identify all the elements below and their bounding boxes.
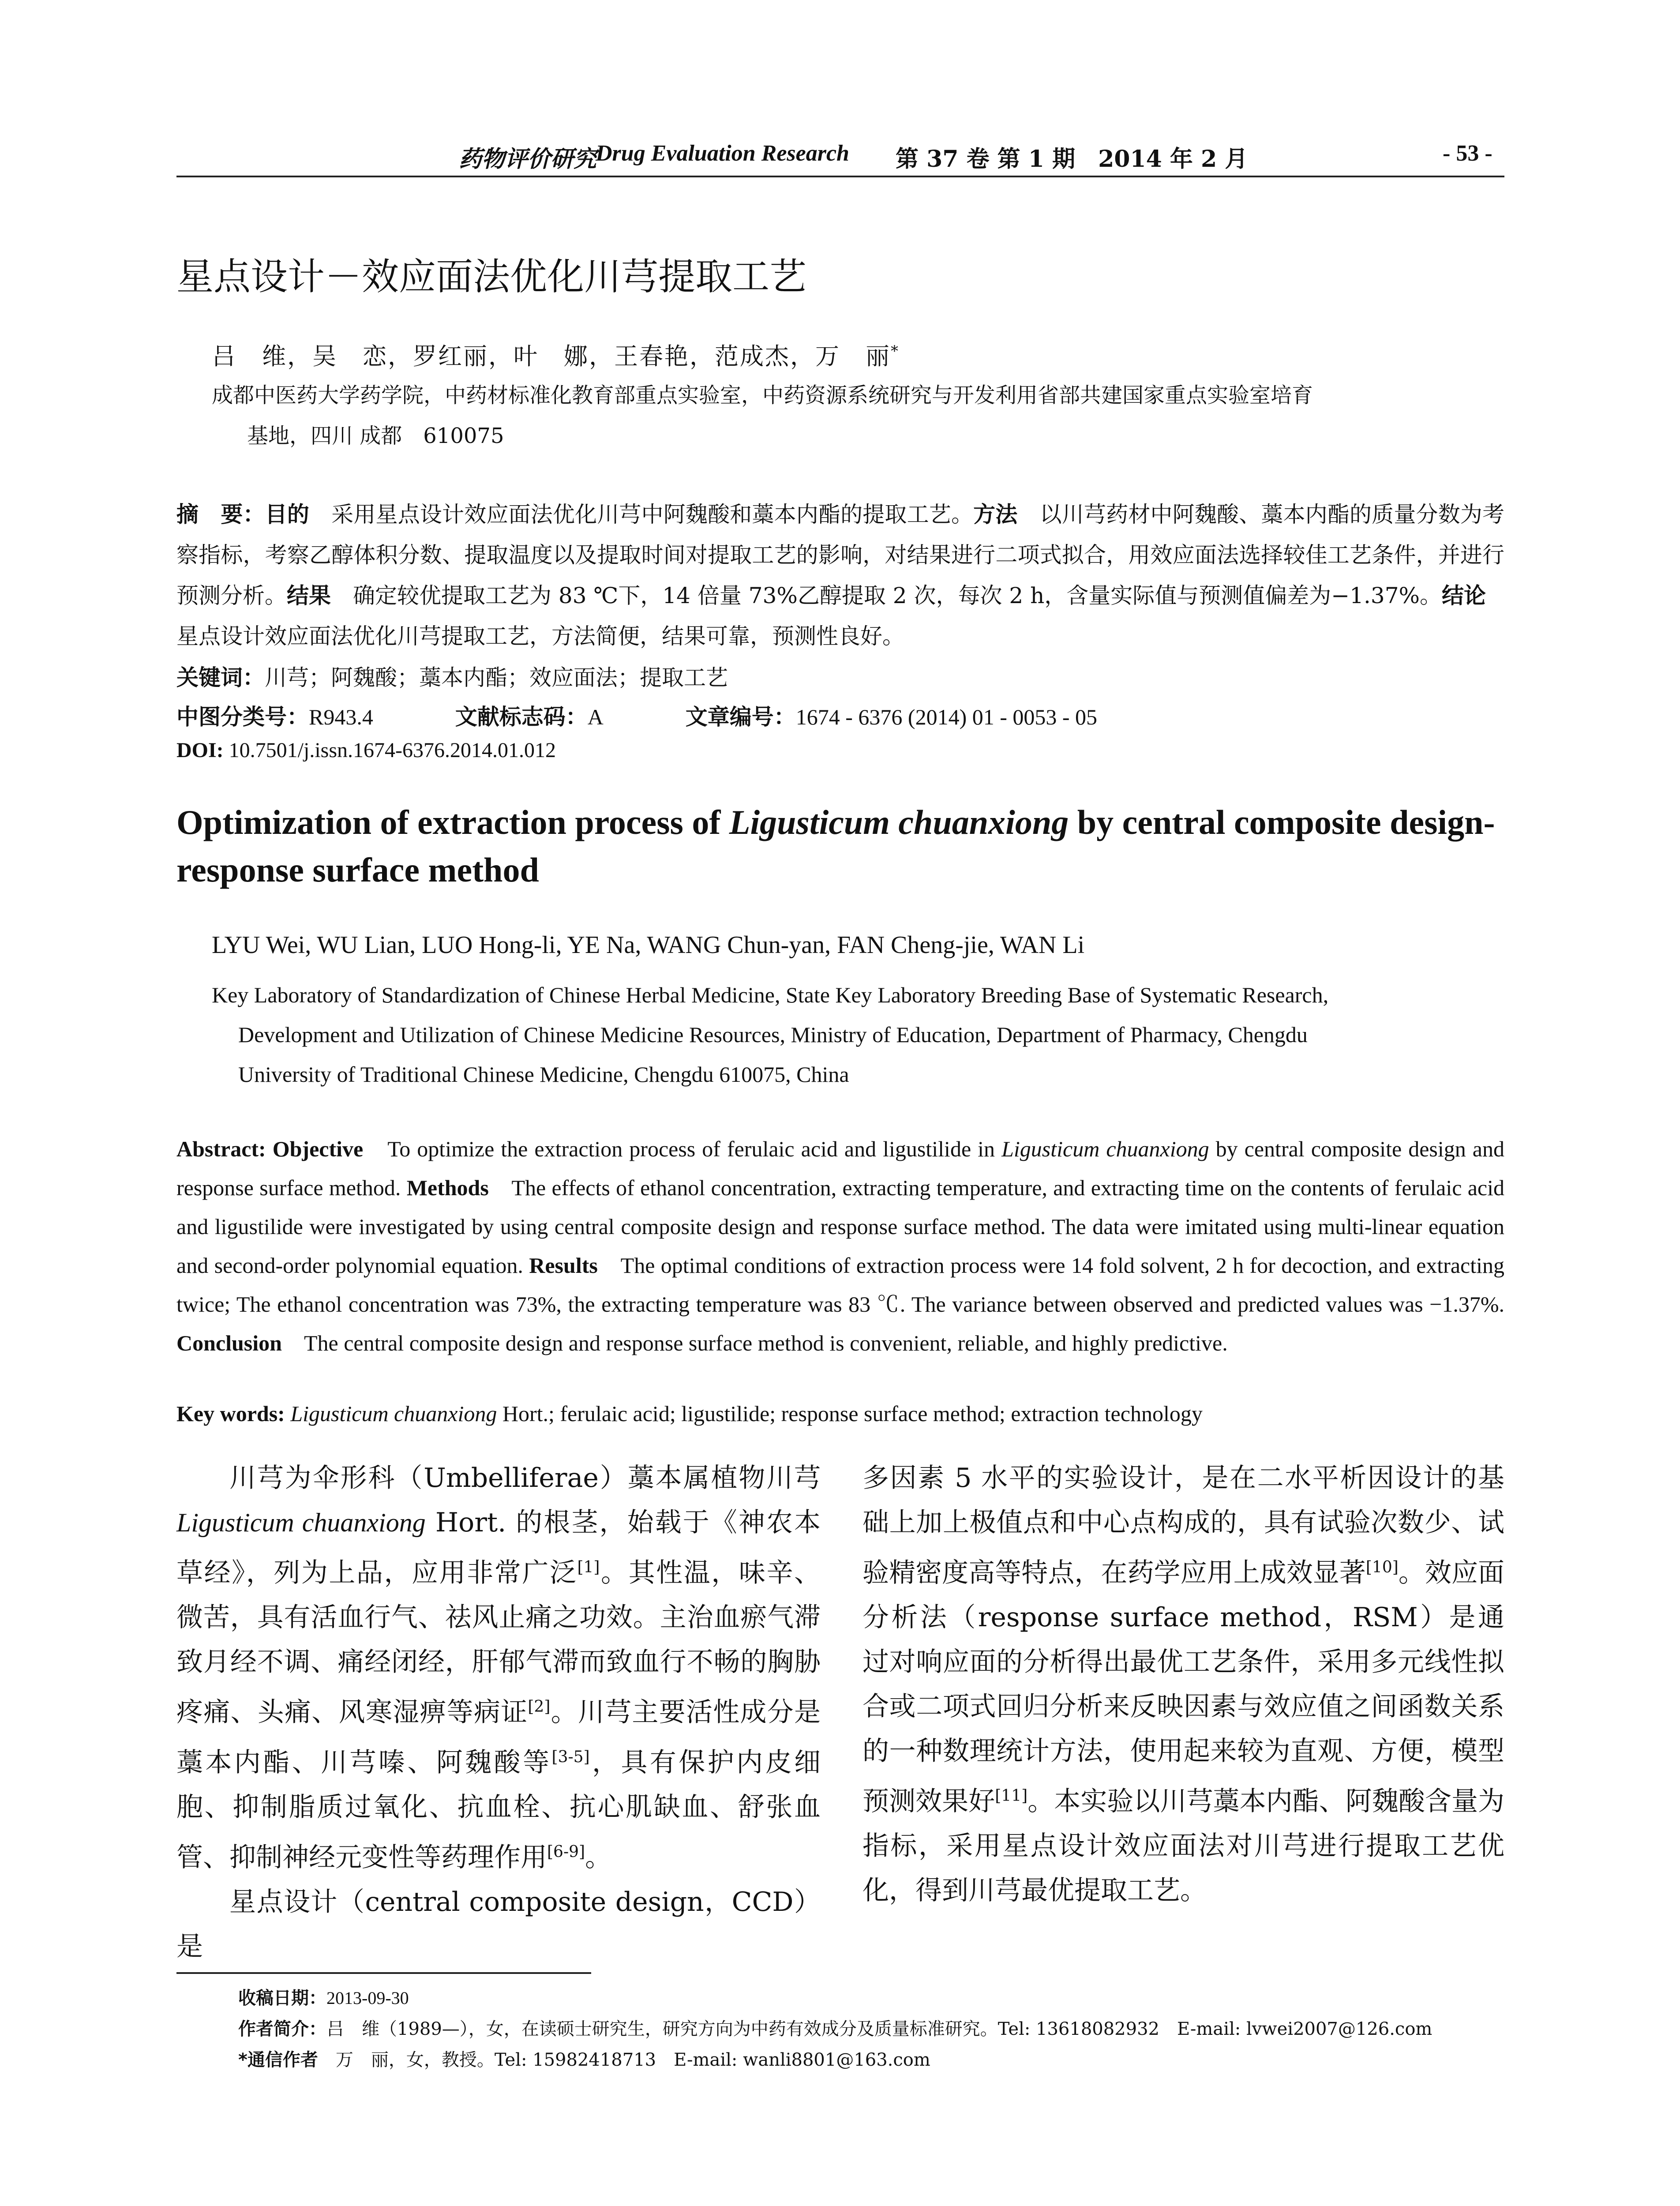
abstract-en-conclusion-label: Conclusion	[176, 1331, 282, 1355]
body-text: 川芎为伞形科（Umbelliferae）藁本属植物川芎	[229, 1463, 821, 1493]
keywords-en-species: Ligusticum chuanxiong	[290, 1401, 497, 1426]
abstract-en-conclusion: The central composite design and response surface method is convenient, reliable, and highly predictive.	[281, 1331, 1228, 1355]
received-label: 收稿日期：	[238, 1988, 326, 2008]
abstract-cn	[176, 494, 1508, 657]
corresponding-info: 万 丽，女，教授。Tel: 15982418713 E-mail: wanli8801@163.com	[318, 2050, 930, 2070]
affiliation-cn-line2: 基地，四川 成都 610075	[247, 424, 504, 448]
citation: [2]	[528, 1698, 551, 1716]
body-paragraph	[176, 1880, 821, 1969]
body-paragraph	[176, 1456, 821, 1880]
title-en-part2: by central composite design-response surface method	[176, 803, 1495, 889]
classification-line	[176, 699, 1504, 731]
abstract-en-objective-a: To optimize the extraction process of ferulaic acid and ligustilide in	[363, 1137, 1002, 1161]
abstract-cn-objective-label: 目的	[265, 502, 310, 527]
footnote-corresponding	[238, 2045, 930, 2075]
footnote-author	[238, 2014, 1432, 2044]
citation: [10]	[1365, 1558, 1399, 1576]
abstract-en-objective-label: Abstract: Objective	[176, 1137, 364, 1161]
keywords-en-text: Hort.; ferulaic acid; ligustilide; response surface method; extraction technology	[497, 1401, 1203, 1426]
citation: [11]	[995, 1787, 1028, 1805]
citation: [6-9]	[547, 1843, 585, 1861]
abstract-cn-label: 摘 要：	[176, 502, 265, 527]
article-no-value: 1674 - 6376 (2014) 01 - 0053 - 05	[795, 705, 1098, 729]
title-en	[176, 799, 1504, 894]
abstract-cn-methods: 以川芎药材中阿魏酸、藁本内酯的质量分数为考察指标，考察乙醇体积分数、提取温度以及提取时间对提取工艺的影响，对结果进行二项式拟合，用效应面法选择较佳工艺条件，并进行预测分析。	[176, 502, 1505, 608]
affiliation-en-line2: Development and Utilization of Chinese Medicine Resources, Ministry of Education, Department of Pharmacy, Chengdu	[238, 1022, 1308, 1047]
body-text: 。其性温，味辛、微苦，具有活血行气、祛风止痛之功效。主治血瘀气滞致月经不调、痛经闭经，肝郁气滞而致血行不畅的胸胁疼痛、头痛、风寒湿痹等病证	[176, 1557, 821, 1728]
footnote-received	[238, 1983, 409, 2013]
header-rule	[176, 176, 1504, 177]
journal-name-en: Drug Evaluation Research	[596, 141, 849, 166]
keywords-cn-text: 川芎；阿魏酸；藁本内酯；效应面法；提取工艺	[265, 665, 728, 690]
doi-label: DOI:	[176, 739, 224, 762]
author-bio-label: 作者简介：	[238, 2019, 326, 2039]
title-en-part1: Optimization of extraction process of	[176, 803, 729, 841]
clc-value: R943.4	[309, 705, 373, 729]
page-number: - 53 -	[1443, 141, 1492, 166]
body-text: ，具有保护内皮细胞、抑制脂质过氧化、抗血栓、抗心肌缺血、舒张血管、抑制神经元变性等药理作用	[176, 1747, 821, 1873]
abstract-en	[176, 1129, 1504, 1362]
corresponding-mark: *	[891, 342, 900, 360]
keywords-en-label: Key words:	[176, 1401, 291, 1426]
doc-code-label: 文献标志码：	[455, 704, 588, 730]
affiliation-en-line1: Key Laboratory of Standardization of Chinese Herbal Medicine, State Key Laboratory Breeding Base of Systematic Research,	[212, 983, 1329, 1007]
abstract-cn-methods-label: 方法	[973, 502, 1018, 527]
body-column-right	[862, 1456, 1504, 1913]
body-text: 多因素 5 水平的实验设计，是在二水平析因设计的基础上加上极值点和中心点构成的，具有试验次数少、试验精密度高等特点，在药学应用上成效显著	[862, 1463, 1504, 1588]
affiliation-cn-line1: 成都中医药大学药学院，中药材标准化教育部重点实验室，中药资源系统研究与开发利用省部共建国家重点实验室培育	[212, 383, 1313, 408]
abstract-cn-conclusion-label: 结论	[1442, 583, 1486, 608]
body-text: 。效应面分析法（response surface method，RSM）是通过对响应面的分析得出最优工艺条件，采用多元线性拟合或二项式回归分析来反映因素与效应值之间函数关系的一种数理统计方法，使用起来较为直观、方便，模型预测效果好	[862, 1557, 1505, 1817]
abstract-en-results-label: Results	[529, 1253, 598, 1278]
body-paragraph	[862, 1456, 1504, 1913]
abstract-en-objective-b: by central composite design and response surface method.	[176, 1137, 1504, 1200]
received-date: 2013-09-30	[326, 1988, 409, 2008]
abstract-en-results: The optimal conditions of extraction process were 14 fold solvent, 2 h for decoction, and extracting twice; The ethanol concentration was 73%, the extracting temperature was 83 ℃. The variance between observed and predicted values was −1.37%.	[176, 1253, 1504, 1317]
authors-en: LYU Wei, WU Lian, LUO Hong-li, YE Na, WANG Chun-yan, FAN Cheng-jie, WAN Li	[212, 931, 1085, 959]
corresponding-label: *通信作者	[238, 2050, 318, 2070]
affiliation-en-line3: University of Traditional Chinese Medicine, Chengdu 610075, China	[238, 1062, 849, 1087]
keywords-cn	[176, 657, 1504, 698]
body-text: Hort. 的根茎，始载于《神农本草经》，列为上品，应用非常广泛	[176, 1507, 821, 1588]
doi-line	[176, 738, 556, 762]
doc-code-value: A	[587, 705, 604, 729]
author-bio: 吕 维（1989—），女，在读硕士研究生，研究方向为中药有效成分及质量标准研究。Tel: 13618082932 E-mail: lvwei2007@126.com	[326, 2019, 1432, 2039]
body-text: 。川芎主要活性成分是藁本内酯、川芎嗪、阿魏酸等	[176, 1697, 821, 1778]
journal-name-cn: 药物评价研究	[459, 146, 597, 173]
keywords-cn-label: 关键词：	[176, 665, 265, 690]
authors-cn	[212, 338, 900, 371]
body-column-left	[176, 1456, 821, 1969]
body-text: 。本实验以川芎藁本内酯、阿魏酸含量为指标，采用星点设计效应面法对川芎进行提取工艺优化，得到川芎最优提取工艺。	[862, 1786, 1505, 1906]
abstract-cn-results: 确定较优提取工艺为 83 ℃下，14 倍量 73%乙醇提取 2 次，每次 2 h，含量实际值与预测值偏差为−1.37%。	[331, 583, 1442, 608]
abstract-en-species: Ligusticum chuanxiong	[1001, 1137, 1209, 1161]
footnote-rule	[176, 1972, 591, 1974]
abstract-cn-conclusion: 星点设计效应面法优化川芎提取工艺，方法简便，结果可靠，预测性良好。	[176, 583, 1508, 649]
body-species: Ligusticum chuanxiong	[176, 1508, 426, 1537]
body-text: 。	[585, 1842, 612, 1873]
title-cn: 星点设计－效应面法优化川芎提取工艺	[176, 255, 807, 298]
abstract-cn-results-label: 结果	[287, 583, 331, 608]
abstract-en-methods: The effects of ethanol concentration, extracting temperature, and extracting time on the contents of ferulaic acid and ligustilide were investigated by using central composite design and response surface method. The data were imitated using multi-linear equation and second-order polynomial equation.	[176, 1175, 1504, 1278]
abstract-cn-objective: 采用星点设计效应面法优化川芎中阿魏酸和藁本内酯的提取工艺。	[309, 502, 974, 527]
title-en-species: Ligusticum chuanxiong	[729, 803, 1069, 841]
clc-label: 中图分类号：	[176, 704, 309, 730]
issue-info: 第 37 卷 第 1 期 2014 年 2 月	[896, 146, 1248, 173]
citation: [3-5]	[551, 1748, 590, 1766]
doi-value: 10.7501/j.issn.1674-6376.2014.01.012	[229, 739, 556, 762]
authors-cn-names: 吕 维，吴 恋，罗红丽，叶 娜，王春艳，范成杰，万 丽	[212, 342, 891, 370]
keywords-en	[176, 1401, 1203, 1426]
body-text: 星点设计（central composite design，CCD）是	[176, 1887, 821, 1962]
abstract-en-methods-label: Methods	[406, 1175, 489, 1200]
article-no-label: 文章编号：	[685, 704, 796, 730]
citation: [1]	[577, 1558, 600, 1576]
